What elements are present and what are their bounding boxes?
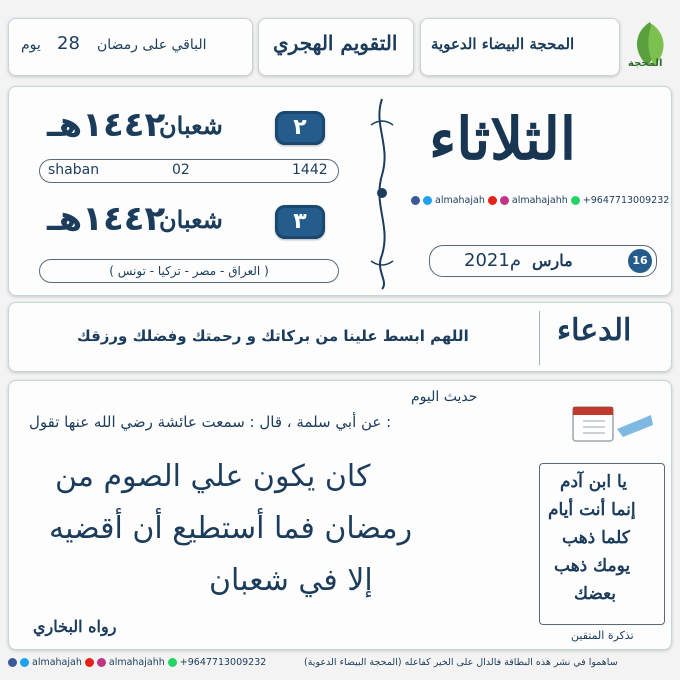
hijri1-latin-pill [39,159,339,183]
reminder-line-5: بعضك [574,584,617,604]
hijri1-day-tile [275,111,325,145]
hadith-line2: رمضان فما أستطيع أن أقضيه [49,511,413,546]
hijri1-month: شعبان [159,111,223,140]
footer-bar [8,654,672,674]
hadith-panel [8,380,672,650]
dua-panel [8,302,672,372]
hadith-narrator: رواه البخاري [33,617,117,636]
remaining-days: 28 [57,33,80,54]
calendar-title: التقويم الهجري [273,31,398,55]
footer-youtube-icon [85,658,94,667]
hadith-label: حديث اليوم [411,389,478,405]
hadith-intro: عن أبي سلمة ، قال : سمعت عائشة رضي الله عنها تقول : [29,413,392,431]
date-contacts [411,195,669,206]
reminder-line-2: إنما أنت أيام [548,500,636,520]
footer-whatsapp-icon [168,658,177,667]
reminder-line-4: يومك ذهب [554,556,631,576]
contact-phone: +9647713009232 [582,195,670,206]
twitter-icon [423,196,432,205]
footer-facebook-icon [8,658,17,667]
ornament-divider [365,95,399,291]
contact-handle2: almahajah [435,195,485,206]
org-title: المحجة البيضاء الدعوية [431,35,575,53]
hadith-line1: كان يكون علي الصوم من [55,459,371,494]
gregorian-year: 2021م [464,250,521,271]
gregorian-day-badge [628,249,652,273]
dua-text: اللهم ابسط علينا من بركاتك و رحمتك وفضلك ورزقك [77,327,469,345]
hijri2-day: ٣ [293,209,307,234]
reminder-box [539,463,665,625]
date-panel [8,86,672,296]
footer-instagram-icon [97,658,106,667]
footer-contacts [8,657,266,668]
hijri2-countries-pill [39,259,339,283]
footer-phone: +9647713009232 [179,657,267,668]
hadith-line3: إلا في شعبان [209,563,373,598]
reminder-line-3: كلما ذهب [562,528,630,548]
org-title-panel [420,18,620,76]
facebook-icon [411,196,420,205]
dua-label: الدعاء [557,313,632,348]
day-name: الثلاثاء [429,105,576,173]
gregorian-day: 16 [632,254,648,267]
whatsapp-icon [571,196,580,205]
hijri1-latin-month: shaban [48,162,100,178]
reminder-line-1: يا ابن آدم [560,472,627,492]
contact-handle1: almahajahh [511,195,568,206]
hijri1-latin-day: 02 [172,162,190,178]
gregorian-pill [429,245,657,277]
remaining-text: الباقي على رمضان [97,37,207,53]
hijri1-day: ٢ [293,115,307,140]
instagram-icon [500,196,509,205]
dua-divider [539,311,540,365]
calendar-illustration-icon [565,395,655,455]
footer-handle2: almahajah [32,657,82,668]
hijri1-year: ١٤٤٢هـ [47,105,166,145]
remaining-unit: يوم [21,37,41,53]
hijri1-latin-year: 1442 [292,162,328,178]
footer-twitter-icon [20,658,29,667]
footer-text: (المحجة البيضاء الدعوية) ساهموا في نشر هذه البطاقة فالدال على الخير كفاعله [304,657,618,668]
hijri2-month: شعبان [159,205,223,234]
hijri2-countries: ( العراق - مصر - تركيا - تونس ) [109,264,269,278]
gregorian-month: مارس [532,251,573,270]
remaining-days-panel [8,18,253,76]
hijri2-year: ١٤٤٢هـ [47,199,166,239]
footer-handle1: almahajahh [108,657,165,668]
reminder-caption: تذكرة المتقين [571,629,634,642]
hijri2-day-tile [275,205,325,239]
youtube-icon [488,196,497,205]
calendar-title-panel [258,18,414,76]
ornament-icon [365,95,399,291]
logo-text: المحجة [628,58,663,69]
logo [626,18,674,76]
